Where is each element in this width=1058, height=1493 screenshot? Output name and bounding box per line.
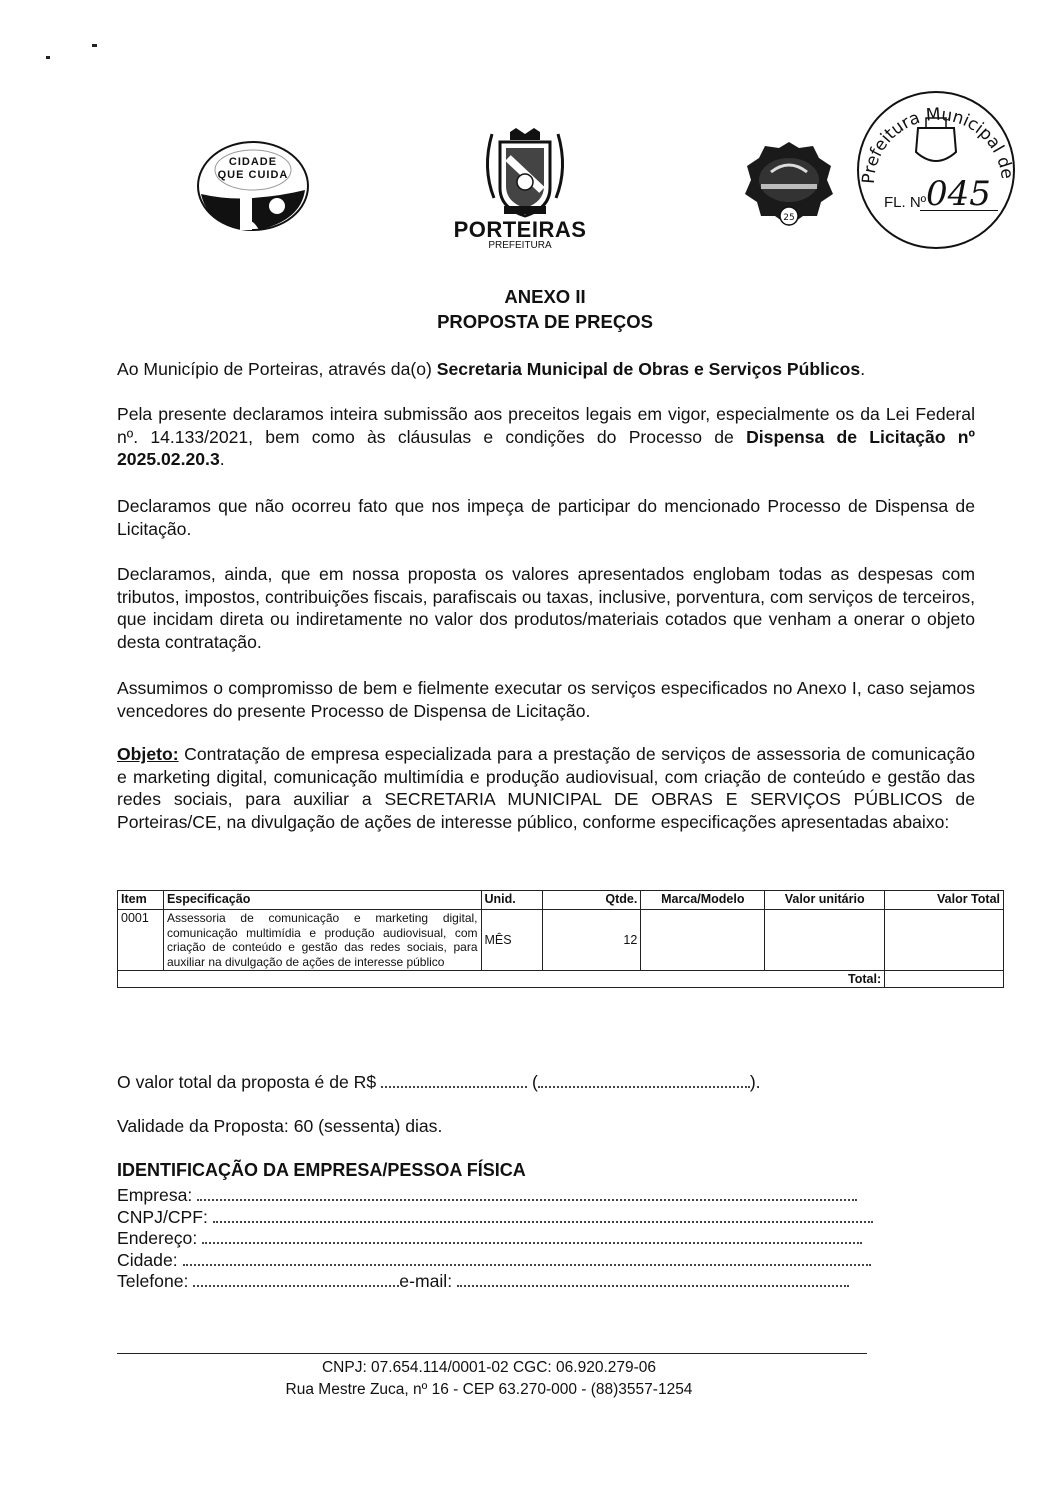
cell-total[interactable] (885, 910, 1004, 971)
col-header-qtde: Qtde. (543, 891, 641, 910)
proposal-value-words-field[interactable] (538, 1074, 750, 1088)
crest-subtitle: PREFEITURA (488, 240, 552, 251)
submission-text: Pela presente declaramos inteira submissão aos preceitos legais em vigor, especialmente os da Lei Federal nº. 14.133/2021, bem como às cláusulas e condições do Processo de (117, 404, 975, 447)
cell-unit[interactable] (765, 910, 885, 971)
table-row (118, 910, 1004, 971)
declaration-paragraph: Declaramos que não ocorreu fato que nos impeça de participar do mencionado Processo de Dispensa de Licitação. (117, 496, 975, 539)
table-total-row (118, 971, 1004, 988)
svg-text:25: 25 (783, 213, 795, 223)
cell-item: 0001 (118, 910, 164, 971)
telefone-label: Telefone: (117, 1271, 189, 1291)
process-number: Dispensa de Licitação nº 2025.02.20.3 (117, 426, 975, 469)
intro-text: Ao Município de Porteiras, através da(o) (117, 359, 437, 379)
stamp-arc-text: Prefeitura Municipal de (858, 104, 1017, 185)
cell-spec: Assessoria de comunicação e marketing digital, comunicação multimídia e produção audiovisual, com criação de conteúdo e gestão das redes sociais, para auxiliar na divulgação de ações de interesse público (163, 910, 481, 971)
stamp-fl-line (920, 210, 998, 211)
costs-paragraph: Declaramos, ainda, que em nossa proposta os valores apresentados englobam todas as despesas com tributos, impostos, contribuições fiscais, parafiscais ou taxas, inclusive, porventura, com serviços de terceiros, que incidam direta ou indiretamente no valor dos produtos/materiais cotados que venham a onerar o objeto desta contratação. (117, 564, 975, 652)
submission-paragraph (117, 403, 975, 471)
footer-address: Rua Mestre Zuca, nº 16 - CEP 63.270-000 - (88)3557-1254 (285, 1381, 693, 1398)
email-label: e-mail: (399, 1271, 453, 1291)
cidade-input[interactable] (183, 1252, 871, 1266)
cnpj-label: CNPJ/CPF: (117, 1206, 208, 1227)
identification-fields (117, 1185, 873, 1293)
proposal-value-field[interactable] (381, 1074, 527, 1088)
intro-paragraph (117, 358, 975, 381)
proposal-value-line: O valor total da proposta é de R$ ( ). (117, 1072, 761, 1092)
cell-qtde: 12 (543, 910, 641, 971)
email-input[interactable] (457, 1273, 849, 1287)
object-text: Contratação de empresa especializada para a prestação de serviços de assessoria de comunicação e marketing digital, comunicação multimídia e produção audiovisual, com criação de conteúdo e gestão das redes sociais, para auxiliar a SECRETARIA MUNICIPAL DE OBRAS E SERVIÇOS PÚBLICOS de Porteiras/CE, na divulgação de ações de interesse público, conforme especificações apresentadas abaixo: (117, 744, 975, 832)
col-header-item: Item (118, 891, 164, 910)
footer-rule (117, 1353, 867, 1354)
cell-marca[interactable] (641, 910, 765, 971)
col-header-spec: Especificação (163, 891, 481, 910)
scan-mark (92, 44, 97, 47)
field-telefone (117, 1271, 873, 1293)
object-label: Objeto: (117, 744, 179, 764)
col-header-marca: Marca/Modelo (641, 891, 765, 910)
logo-cidade-text: CIDADE QUE CUIDA (217, 156, 289, 181)
prefeitura-stamp (852, 88, 1020, 250)
submission-end: . (219, 449, 225, 469)
porteiras-crest (472, 128, 578, 218)
svg-text:Prefeitura Municipal de Portei (852, 88, 1017, 185)
validity-line: Validade da Proposta: 60 (sessenta) dias. (117, 1116, 443, 1136)
table-header-row (118, 891, 1004, 910)
col-header-total: Valor Total (885, 891, 1004, 910)
col-header-unid: Unid. (481, 891, 543, 910)
cidade-label: Cidade: (117, 1249, 178, 1270)
field-endereco (117, 1228, 873, 1250)
empresa-input[interactable] (197, 1187, 857, 1201)
field-cnpj (117, 1207, 873, 1229)
empresa-label: Empresa: (117, 1185, 193, 1205)
identification-heading: IDENTIFICAÇÃO DA EMPRESA/PESSOA FÍSICA (117, 1160, 526, 1180)
logo-cidade-que-cuida (197, 140, 309, 232)
total-label: Total: (118, 971, 885, 988)
proposal-value-label: O valor total da proposta é de R$ (117, 1072, 377, 1092)
commitment-paragraph: Assumimos o compromisso de bem e fielmente executar os serviços especificados no Anexo I, caso sejamos vencedores do presente Processo de Dispensa de Licitação. (117, 678, 975, 721)
page-title: PROPOSTA DE PREÇOS (437, 311, 653, 332)
scan-mark (46, 56, 50, 59)
stamp-fl-label: FL. Nº (884, 194, 927, 211)
stamp-fl-number: 045 (926, 174, 991, 214)
field-empresa (117, 1185, 873, 1207)
items-table (117, 890, 1004, 988)
secretaria-name: Secretaria Municipal de Obras e Serviços Públicos (436, 359, 861, 379)
annex-title: ANEXO II (504, 286, 586, 307)
crest-title: PORTEIRAS (453, 217, 587, 242)
footer-cnpj: CNPJ: 07.654.114/0001-02 CGC: 06.920.279-06 (321, 1359, 657, 1376)
col-header-unit: Valor unitário (765, 891, 885, 910)
intro-end: . (860, 359, 866, 379)
telefone-input[interactable] (193, 1273, 399, 1287)
badge-logo (741, 140, 837, 230)
endereco-input[interactable] (202, 1230, 862, 1244)
total-value[interactable] (885, 971, 1004, 988)
field-cidade (117, 1250, 873, 1272)
object-paragraph (117, 743, 975, 833)
cnpj-input[interactable] (213, 1209, 873, 1223)
endereco-label: Endereço: (117, 1228, 198, 1248)
cell-unid: MÊS (481, 910, 543, 971)
